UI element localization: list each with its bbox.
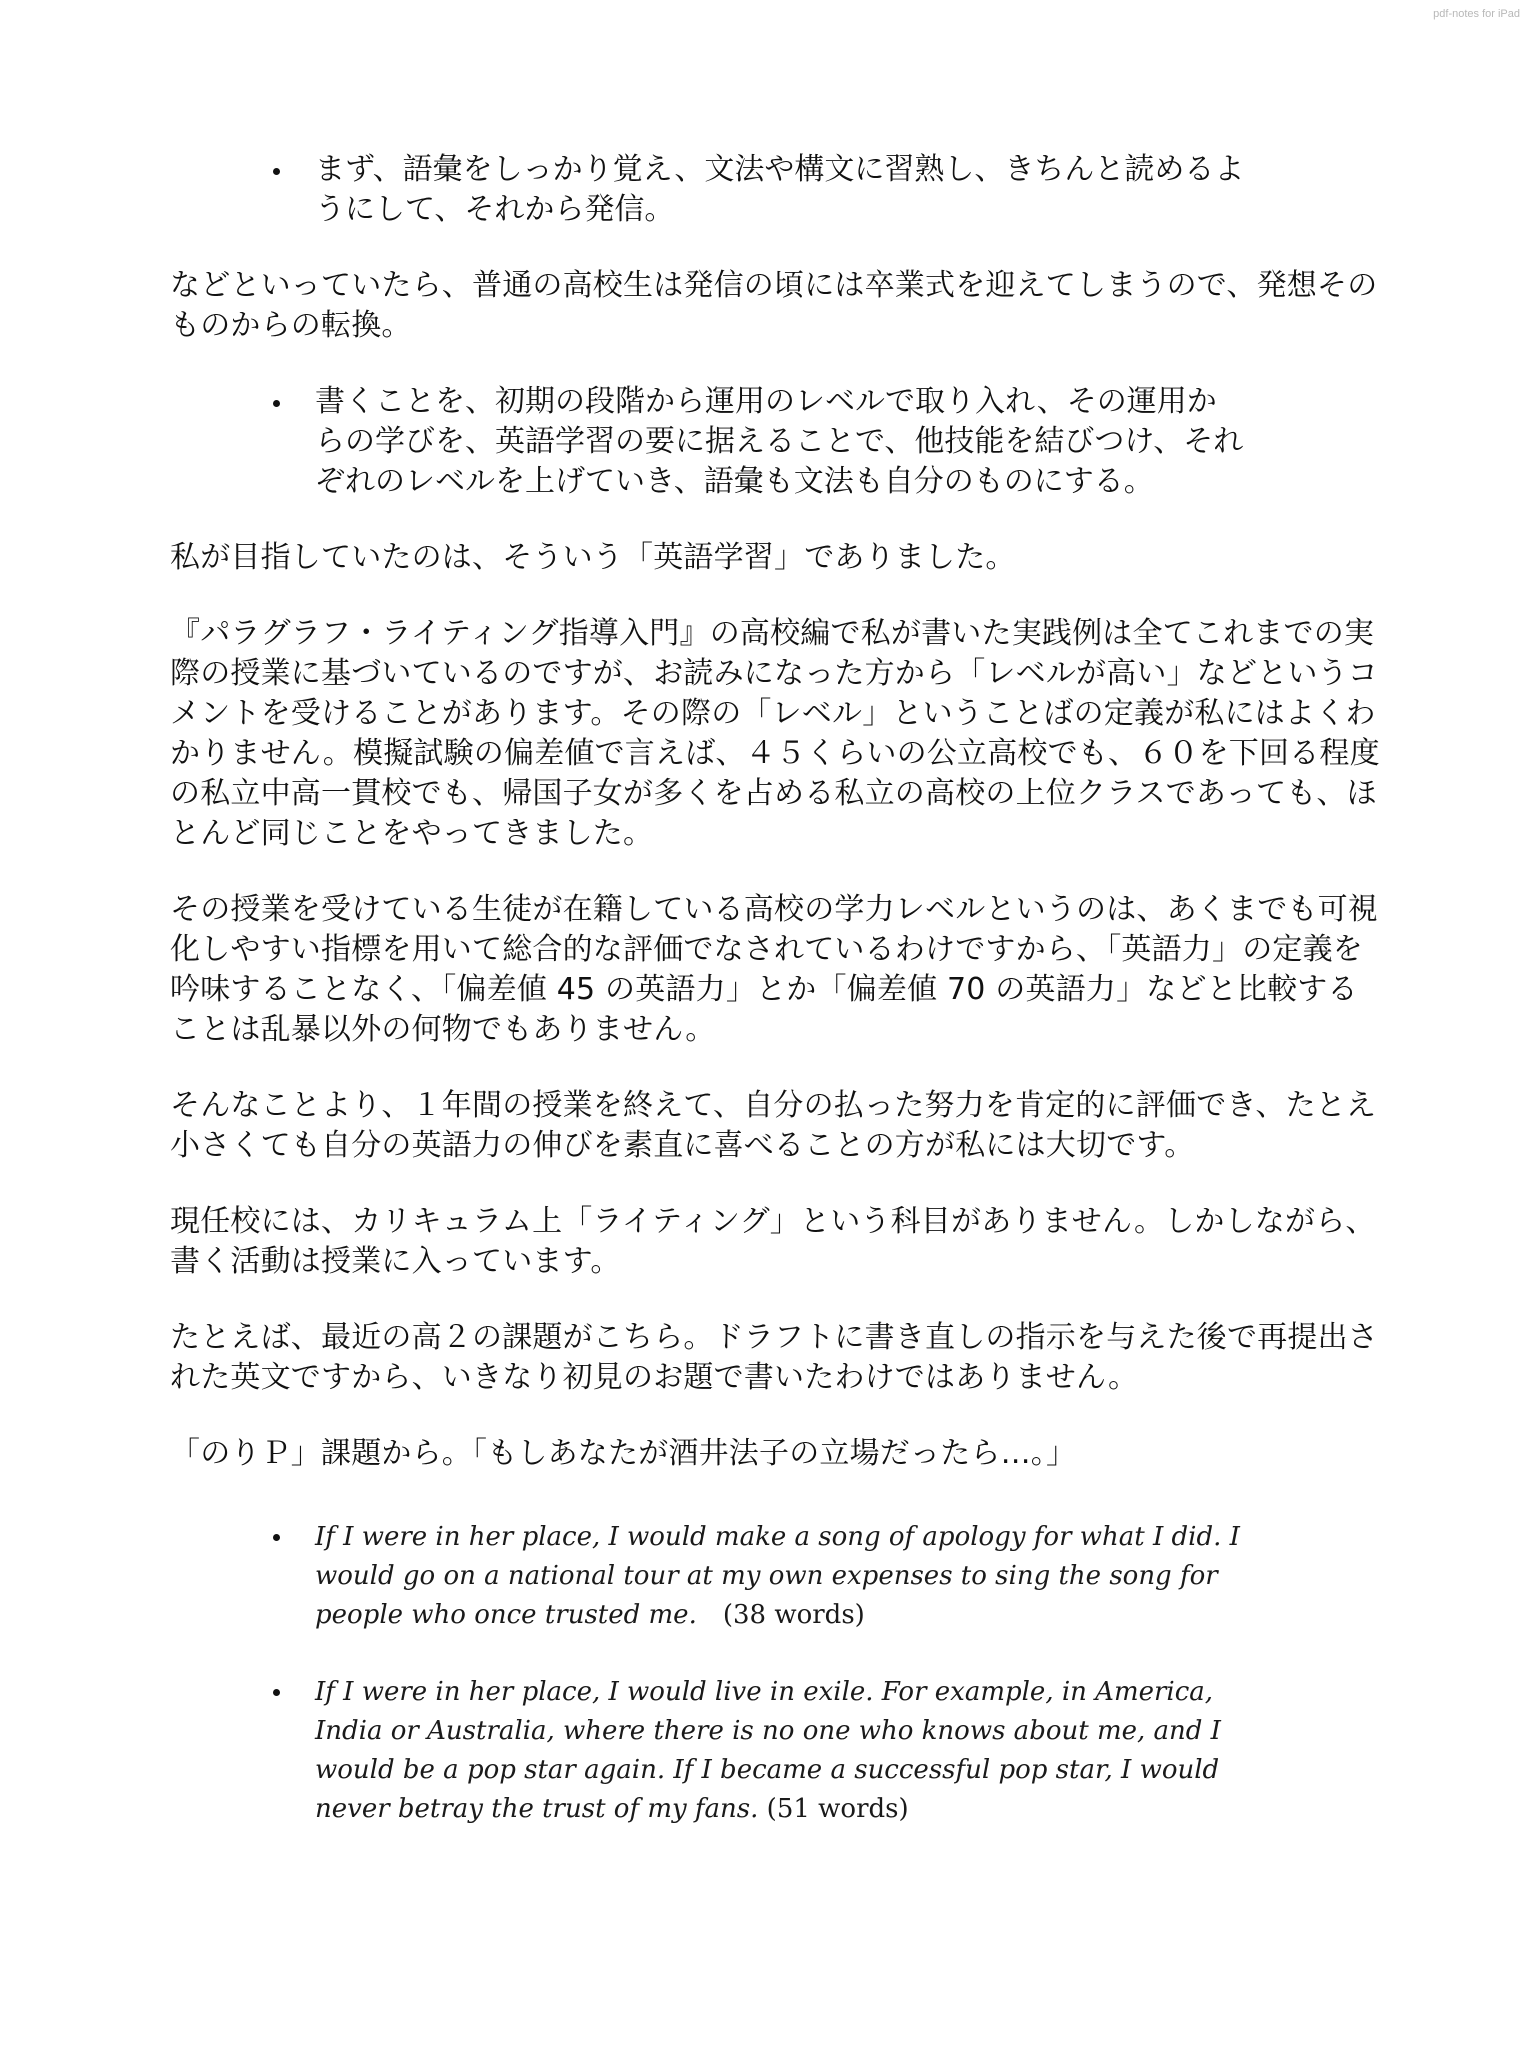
paragraph-practice-examples: 『パラグラフ・ライティング指導入門』の高校編で私が書いた実践例は全てこれまでの実際の授業に基づいているのですが、お読みになった方から「レベルが高い」などというコメントを受けることがあります。その際の「レベル」ということばの定義が私にはよくわかりません。模擬試験の偏差値で言えば、４５くらいの公立高校でも、６０を下回る程度の私立中高一貫校でも、帰国子女が多くを占める私立の高校の上位クラスであっても、ほとんど同じことをやってきました。 (170, 616, 1380, 851)
bullet-item-writing (170, 382, 1415, 502)
paragraph-prompt: 「のりＰ」課題から。「もしあなたが酒井法子の立場だったら…。」 (170, 1436, 1077, 1471)
bullet-marker (273, 1689, 280, 1696)
bullet-text: まず、語彙をしっかり覚え、文法や構文に習熟し、きちんと読めるようにして、それから発信。 (315, 152, 1245, 227)
bullet-text: 書くことを、初期の段階から運用のレベルで取り入れ、その運用からの学びを、英語学習の要に据えることで、他技能を結びつけ、それぞれのレベルを上げていき、語彙も文法も自分のものにする。 (315, 384, 1244, 499)
paragraph-assignment: たとえば、最近の高２の課題がこちら。ドラフトに書き直しの指示を与えた後で再提出された英文ですから、いきなり初見のお題で書いたわけではありません。 (170, 1320, 1378, 1395)
paragraph-goal: 私が目指していたのは、そういう「英語学習」でありました。 (170, 540, 1016, 575)
paragraph-school-level: その授業を受けている生徒が在籍している高校の学力レベルというのは、あくまでも可視化しやすい指標を用いて総合的な評価でなされているわけですから、「英語力」の定義を吟味することなく、「偏差値 45 の英語力」とか「偏差値 70 の英語力」などと比較することは乱暴以外の何物でもありません。 (170, 892, 1378, 1047)
document-body (170, 150, 1380, 1867)
paragraph-effort: そんなことより、１年間の授業を終えて、自分の払った努力を肯定的に評価でき、たとえ小さくても自分の英語力の伸びを素直に喜べることの方が私には大切です。 (170, 1088, 1377, 1163)
bullet-marker (273, 168, 280, 175)
bullet-marker (273, 400, 280, 407)
bullet-marker (273, 1534, 280, 1541)
paragraph-curriculum: 現任校には、カリキュラム上「ライティング」という科目がありません。しかしながら、書く活動は授業に入っています。 (170, 1204, 1376, 1279)
word-count: (38 words) (696, 1600, 865, 1630)
example-answer-1 (170, 1518, 1335, 1635)
example-sentence: If I were in her place, I would make a song of apology for what I did. I would go on a national tour at my own expenses to sing the song for people who once trusted me. (315, 1522, 1240, 1630)
example-answer-2 (170, 1673, 1335, 1829)
example-sentence: If I were in her place, I would live in exile. For example, in America, India or Australia, where there is no one who knows about me, and I would be a pop star again. If I became a successful pop star, I would never betray the trust of my fans. (315, 1677, 1221, 1824)
example-text (315, 1518, 1275, 1635)
app-watermark: pdf-notes for iPad (1433, 8, 1520, 20)
paragraph-conversion: などといっていたら、普通の高校生は発信の頃には卒業式を迎えてしまうので、発想そのものからの転換。 (170, 268, 1378, 343)
word-count: (51 words) (758, 1794, 909, 1824)
bullet-item-vocabulary (170, 150, 1415, 230)
example-text (315, 1673, 1275, 1829)
